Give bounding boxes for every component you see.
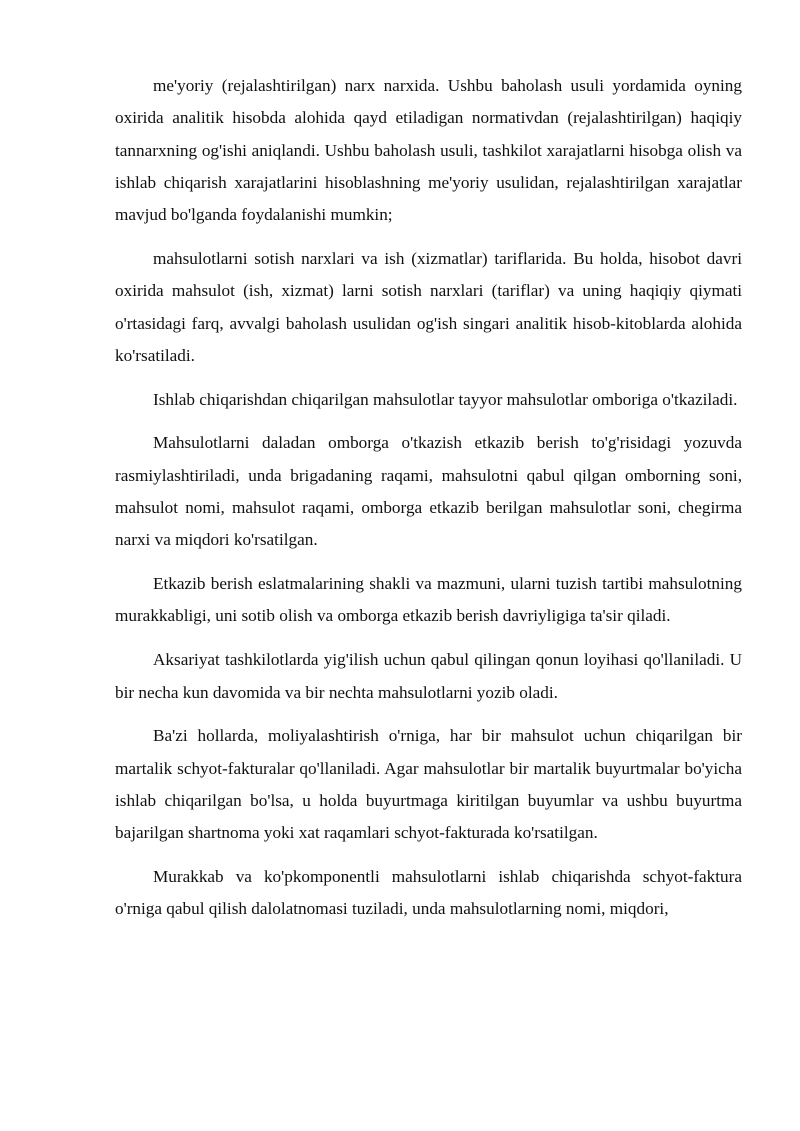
paragraph-sales-prices: mahsulotlarni sotish narxlari va ish (xizmatlar) tariflarida. Bu holda, hisobot davri oxirida mahsulot (ish, xizmat) larni sotish narxlari (tariflar) va uning haqiqiy qiymati o'rtasidagi farq, avvalgi baholash usulidan og'ish singari analitik hisob-kitoblarda alohida ko'rsatiladi.: [115, 248, 742, 365]
paragraph-standard-price: me'yoriy (rejalashtirilgan) narx narxida. Ushbu baholash usuli yordamida oyning oxirida analitik hisobda alohida qayd etiladigan normativdan (rejalashtirilgan) haqiqiy tannarxning og'ishi aniqlandi. Ushbu baholash usuli, tashkilot xarajatlarni hisobga olish va ishlab chiqarish xarajatlarini hisoblashning me'yoriy usulidan, rejalashtirilgan xarajatlar mavjud bo'lganda foydalanishi mumkin;: [115, 76, 742, 225]
document-page: [115, 70, 742, 937]
paragraph-invoices: Ba'zi hollarda, moliyalashtirish o'rniga, har bir mahsulot uchun chiqarilgan bir martalik schyot-fakturalar qo'llaniladi. Agar mahsulotlar bir martalik buyurtmalar bo'yicha ishlab chiqarilgan bo'lsa, u holda buyurtmaga kiritilgan buyumlar va ushbu buyurtma bajarilgan shartnoma yoki xat raqamlari schyot-fakturada ko'rsatilgan.: [115, 726, 742, 843]
paragraph-acceptance-act: Murakkab va ko'pkomponentli mahsulotlarni ishlab chiqarishda schyot-faktura o'rniga qabul qilish dalolatnomasi tuziladi, unda mahsulotlarning nomi, miqdori,: [115, 867, 742, 919]
paragraph-finished-goods: Ishlab chiqarishdan chiqarilgan mahsulotlar tayyor mahsulotlar omboriga o'tkaziladi.: [153, 389, 738, 409]
paragraph-delivery-notes: Etkazib berish eslatmalarining shakli va mazmuni, ularni tuzish tartibi mahsulotning murakkabligi, uni sotib olish va omborga etkazib berish davriyligiga ta'sir qiladi.: [115, 574, 742, 626]
paragraph-bill-usage: Aksariyat tashkilotlarda yig'ilish uchun qabul qilingan qonun loyihasi qo'llaniladi. U bir necha kun davomida va bir nechta mahsulotlarni yozib oladi.: [115, 650, 742, 702]
paragraph-delivery-record: Mahsulotlarni daladan omborga o'tkazish etkazib berish to'g'risidagi yozuvda rasmiylashtiriladi, unda brigadaning raqami, mahsulotni qabul qilgan omborning soni, mahsulot nomi, mahsulot raqami, omborga etkazib berilgan mahsulotlar soni, chegirma narxi va miqdori ko'rsatilgan.: [115, 433, 742, 550]
